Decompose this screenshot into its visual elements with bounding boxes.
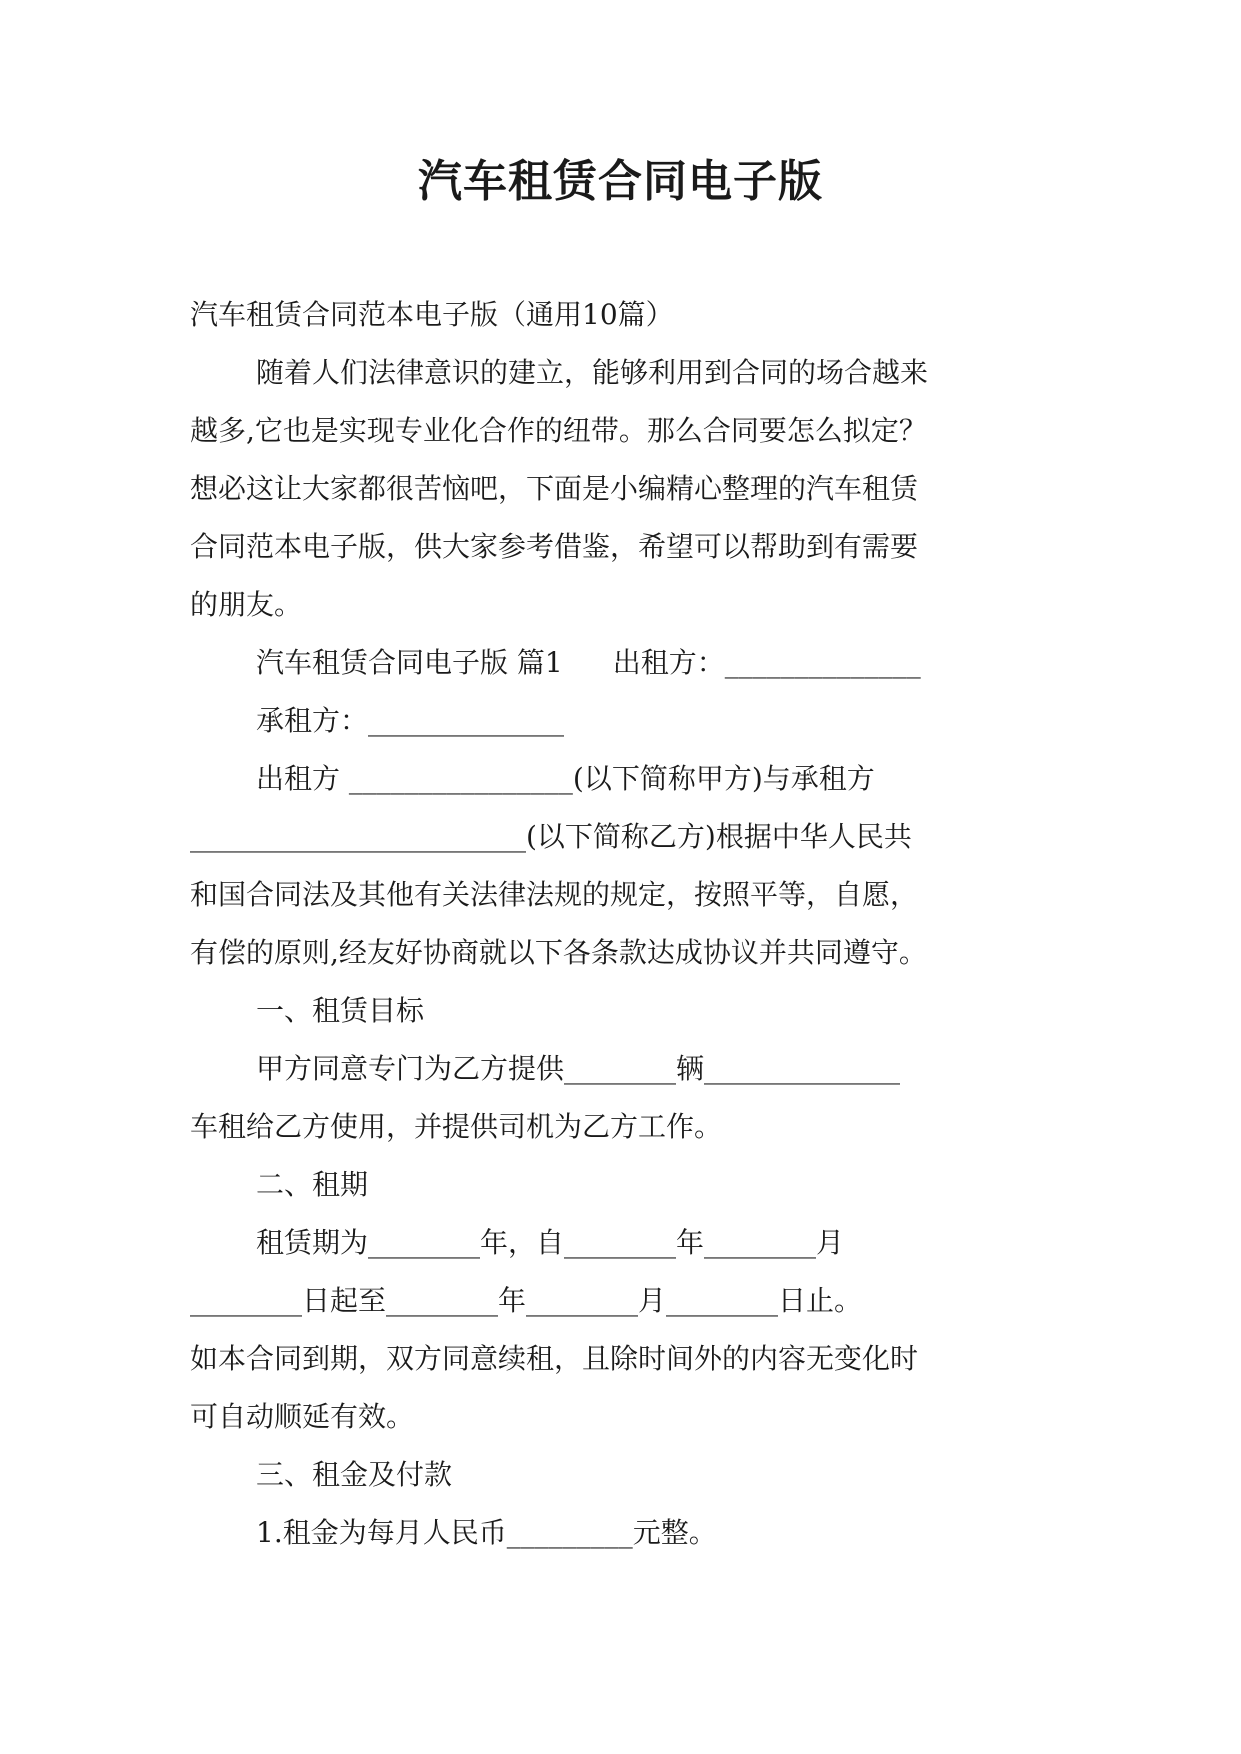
subtitle-line: 汽车租赁合同范本电子版（通用10篇） [190,298,674,331]
parties-line-2: ________________________(以下简称乙方)根据中华人民共 [190,820,912,853]
section-heading-line [190,634,1060,692]
clause-1-line-2: 车租给乙方使用，并提供司机为乙方工作。 [190,1110,723,1143]
intro-line-2: 越多,它也是实现专业化合作的纽带。那么合同要怎么拟定？ [190,414,927,447]
clause-1-line-1: 甲方同意专门为乙方提供________辆______________ [256,1052,901,1085]
parties-line-3: 和国合同法及其他有关法律法规的规定，按照平等，自愿， [190,878,919,911]
parties-line-4: 有偿的原则,经友好协商就以下各条款达成协议并共同遵守。 [190,936,927,969]
clause-3-line-1: 1.租金为每月人民币_________元整。 [256,1516,717,1549]
clause-2-line-3: 如本合同到期，双方同意续租，且除时间外的内容无变化时 [190,1342,919,1375]
intro-line-1: 随着人们法律意识的建立，能够利用到合同的场合越来 [256,356,929,389]
document-body [190,286,1060,1562]
intro-line-3: 想必这让大家都很苦恼吧，下面是小编精心整理的汽车租赁 [190,472,919,505]
section-title: 汽车租赁合同电子版 篇1 [256,646,563,679]
parties-line-1: 出租方 ________________(以下简称甲方)与承租方 [256,762,875,795]
clause-2-line-4: 可自动顺延有效。 [190,1400,415,1433]
intro-line-4: 合同范本电子版，供大家参考借鉴，希望可以帮助到有需要 [190,530,919,563]
clause-2-line-2: ________日起至________年________月________日止。 [190,1284,863,1317]
lessee-field-line: 承租方：______________ [256,704,565,737]
lessor-field: 出租方：______________ [612,646,921,679]
document-title: 汽车租赁合同电子版 [418,156,823,207]
clause-2-line-1: 租赁期为________年，自________年________月 [256,1226,845,1259]
clause-heading-3: 三、租金及付款 [256,1458,453,1491]
clause-heading-2: 二、租期 [256,1168,369,1201]
clause-heading-1: 一、租赁目标 [256,994,425,1027]
intro-line-5: 的朋友。 [190,588,303,621]
